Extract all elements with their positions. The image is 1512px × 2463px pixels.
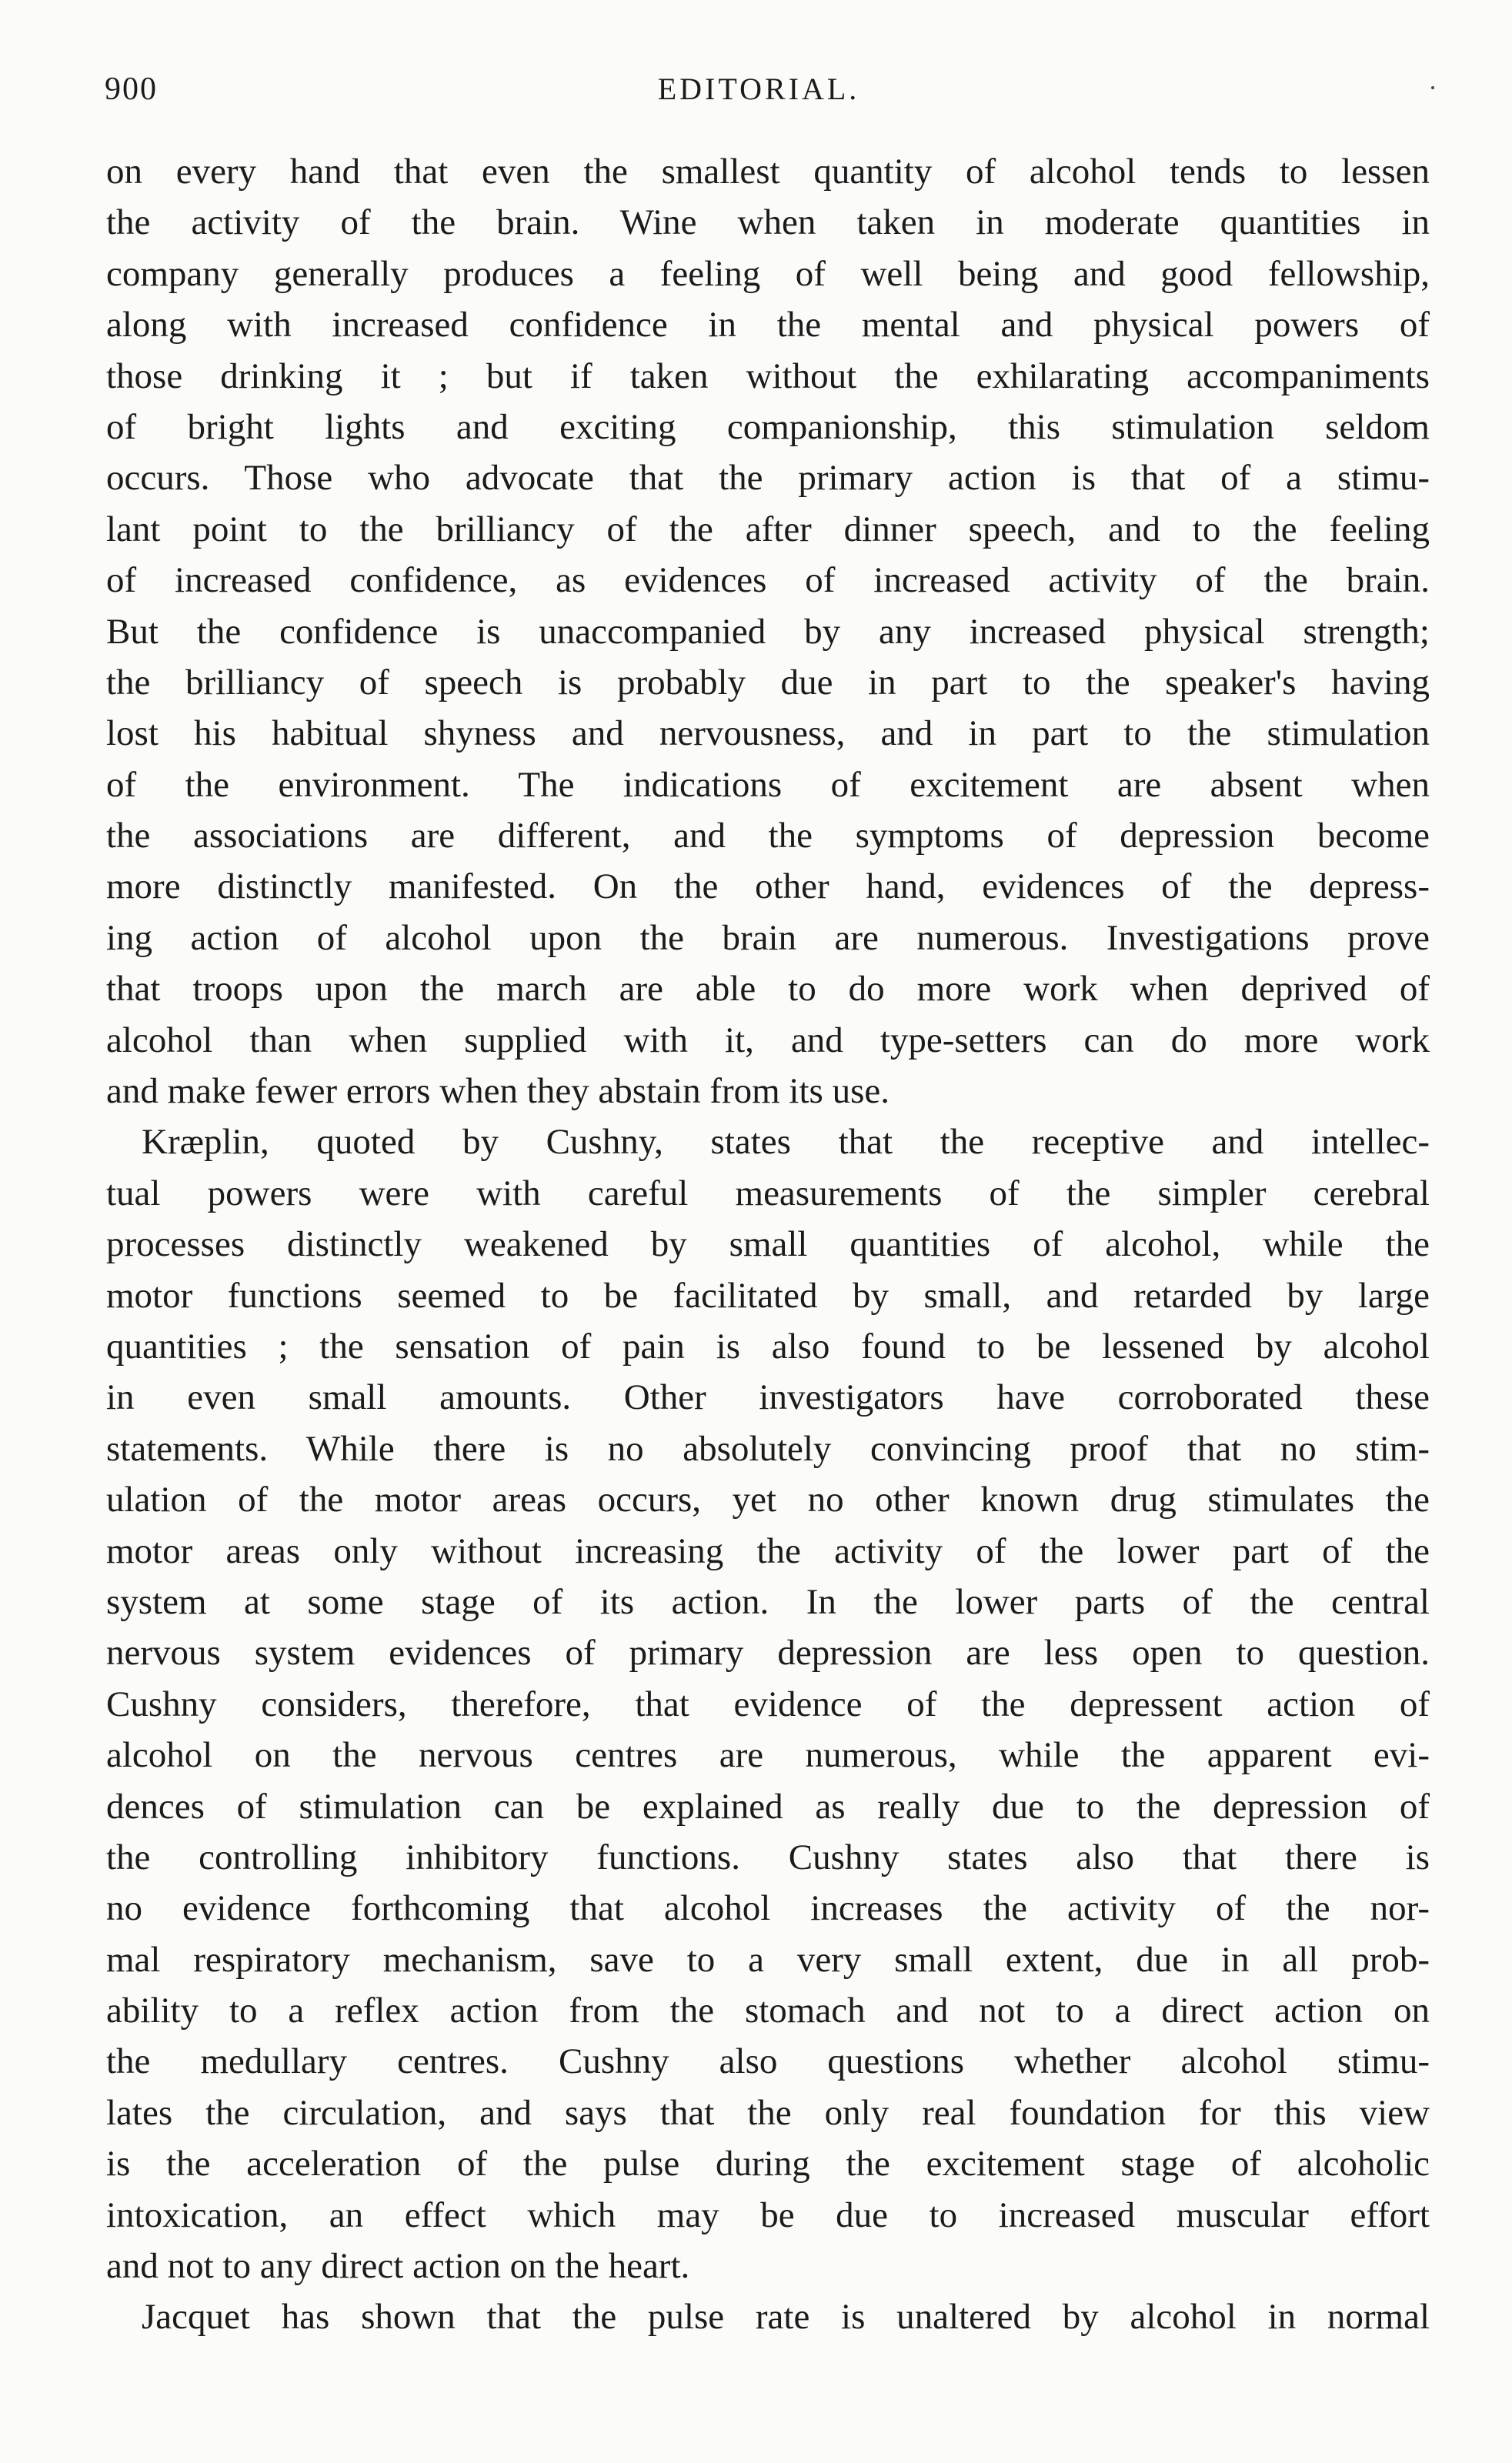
text-line: ulation of the motor areas occurs, yet no other known drug stimulates the [106, 1480, 1430, 1520]
text-line: that troops upon the march are able to do more work when deprived of [106, 969, 1430, 1010]
text-line: But the confidence is unaccompanied by any increased physical strength; [106, 611, 1430, 652]
text-line: lates the circulation, and says that the only real foundation for this view [106, 2092, 1430, 2133]
text-line: the controlling inhibitory functions. Cushny states also that there is [106, 1837, 1430, 1877]
text-line: on every hand that even the smallest quantity of alcohol tends to lessen [106, 152, 1430, 192]
text-line: and not to any direct action on the heart. [106, 2246, 690, 2287]
text-line: motor functions seemed to be facilitated by small, and retarded by large [106, 1275, 1430, 1316]
text-line: those drinking it ; but if taken without the exhilarating accompaniments [106, 355, 1430, 396]
text-line: of bright lights and exciting companionship, this stimulation seldom [106, 406, 1430, 447]
text-line: the brilliancy of speech is probably due in part to the speaker's having [106, 662, 1430, 703]
text-line: Kræplin, quoted by Cushny, states that the receptive and intellec- [142, 1122, 1430, 1163]
text-line: statements. While there is no absolutely convincing proof that no stim- [106, 1428, 1430, 1469]
text-line: the activity of the brain. Wine when taken in moderate quantities in [106, 202, 1430, 243]
text-line: processes distinctly weakened by small quantities of alcohol, while the [106, 1224, 1430, 1265]
text-line: and make fewer errors when they abstain from its use. [106, 1071, 890, 1112]
text-line: motor areas only without increasing the activity of the lower part of the [106, 1530, 1430, 1571]
text-line: mal respiratory mechanism, save to a very small extent, due in all prob- [106, 1939, 1430, 1980]
text-line: tual powers were with careful measurements of the simpler cerebral [106, 1173, 1430, 1213]
print-speck [1431, 86, 1434, 89]
text-line: company generally produces a feeling of well being and good fellowship, [106, 253, 1430, 294]
page-number: 900 [105, 72, 158, 107]
text-line: the medullary centres. Cushny also questions whether alcohol stimu- [106, 2041, 1430, 2082]
text-line: nervous system evidences of primary depression are less open to question. [106, 1633, 1430, 1674]
text-line: more distinctly manifested. On the other hand, evidences of the depress- [106, 866, 1430, 907]
text-line: no evidence forthcoming that alcohol increases the activity of the nor- [106, 1888, 1430, 1929]
text-line: intoxication, an effect which may be due to increased muscular effort [106, 2194, 1430, 2235]
text-line: quantities ; the sensation of pain is also found to be lessened by alcohol [106, 1326, 1430, 1367]
running-head [105, 71, 1413, 117]
text-line: the associations are different, and the symptoms of depression become [106, 816, 1430, 856]
text-line: is the acceleration of the pulse during the excitement stage of alcoholic [106, 2144, 1430, 2184]
text-line: in even small amounts. Other investigators have corroborated these [106, 1377, 1430, 1418]
text-line: dences of stimulation can be explained as really due to the depression of [106, 1786, 1430, 1827]
text-line: alcohol than when supplied with it, and type-setters can do more work [106, 1020, 1430, 1060]
text-line: alcohol on the nervous centres are numerous, while the apparent evi- [106, 1735, 1430, 1776]
text-line: ing action of alcohol upon the brain are numerous. Investigations prove [106, 917, 1430, 958]
text-line: Jacquet has shown that the pulse rate is unaltered by alcohol in normal [142, 2297, 1430, 2338]
body-text [106, 146, 1430, 2343]
text-line: along with increased confidence in the mental and physical powers of [106, 305, 1430, 345]
text-line: Cushny considers, therefore, that evidence of the depressent action of [106, 1684, 1430, 1724]
text-line: lost his habitual shyness and nervousness, and in part to the stimulation [106, 713, 1430, 754]
text-line: lant point to the brilliancy of the after dinner speech, and to the feeling [106, 509, 1430, 549]
text-line: system at some stage of its action. In the lower parts of the central [106, 1581, 1430, 1622]
text-line: occurs. Those who advocate that the primary action is that of a stimu- [106, 458, 1430, 499]
header-title: EDITORIAL. [657, 72, 860, 106]
text-line: of the environment. The indications of excitement are absent when [106, 764, 1430, 805]
text-line: of increased confidence, as evidences of increased activity of the brain. [106, 560, 1430, 601]
text-line: ability to a reflex action from the stomach and not to a direct action on [106, 1991, 1430, 2031]
